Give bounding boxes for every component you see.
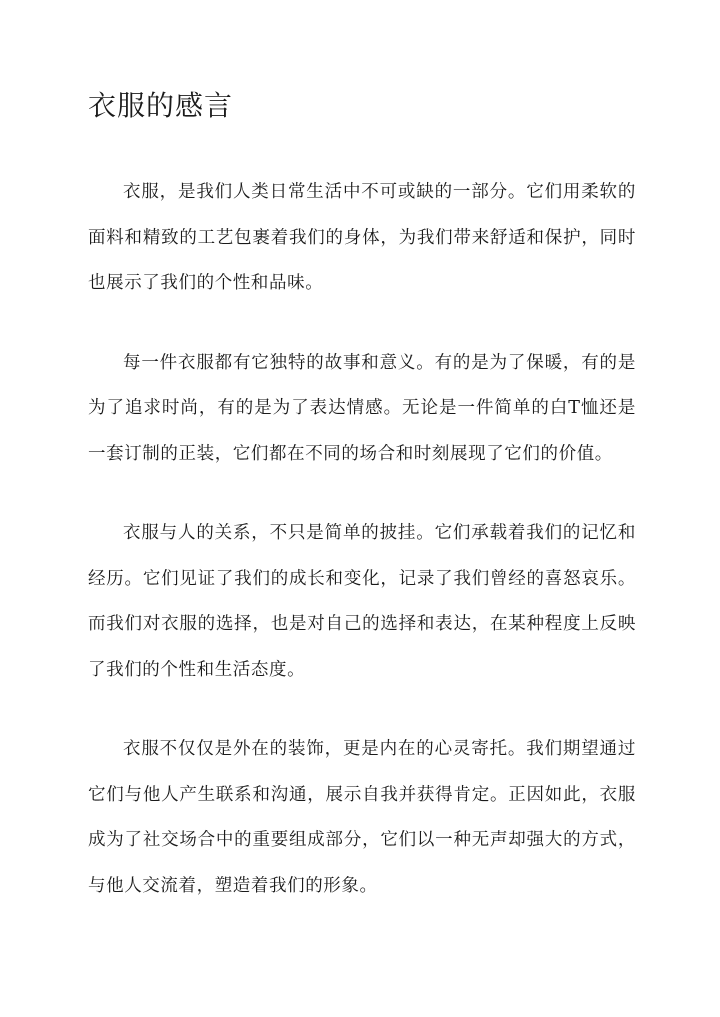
paragraph-1: 衣服，是我们人类日常生活中不可或缺的一部分。它们用柔软的面料和精致的工艺包裹着我们的身体，为我们带来舒适和保护，同时也展示了我们的个性和品味。 <box>88 182 636 293</box>
document-body <box>88 170 636 943</box>
paragraph-4: 衣服不仅仅是外在的装饰，更是内在的心灵寄托。我们期望通过它们与他人产生联系和沟通，展示自我并获得肯定。正因如此，衣服成为了社交场合中的重要组成部分，它们以一种无声却强大的方式，与他人交流着，塑造着我们的形象。 <box>88 739 636 896</box>
document-title: 衣服的感言 <box>88 89 234 122</box>
paragraph-3: 衣服与人的关系，不只是简单的披挂。它们承载着我们的记忆和经历。它们见证了我们的成长和变化，记录了我们曾经的喜怒哀乐。而我们对衣服的选择，也是对自己的选择和表达，在某种程度上反映了我们的个性和生活态度。 <box>88 523 636 680</box>
paragraph-2: 每一件衣服都有它独特的故事和意义。有的是为了保暖，有的是为了追求时尚，有的是为了表达情感。无论是一件简单的白T恤还是一套订制的正装，它们都在不同的场合和时刻展现了它们的价值。 <box>88 352 636 464</box>
